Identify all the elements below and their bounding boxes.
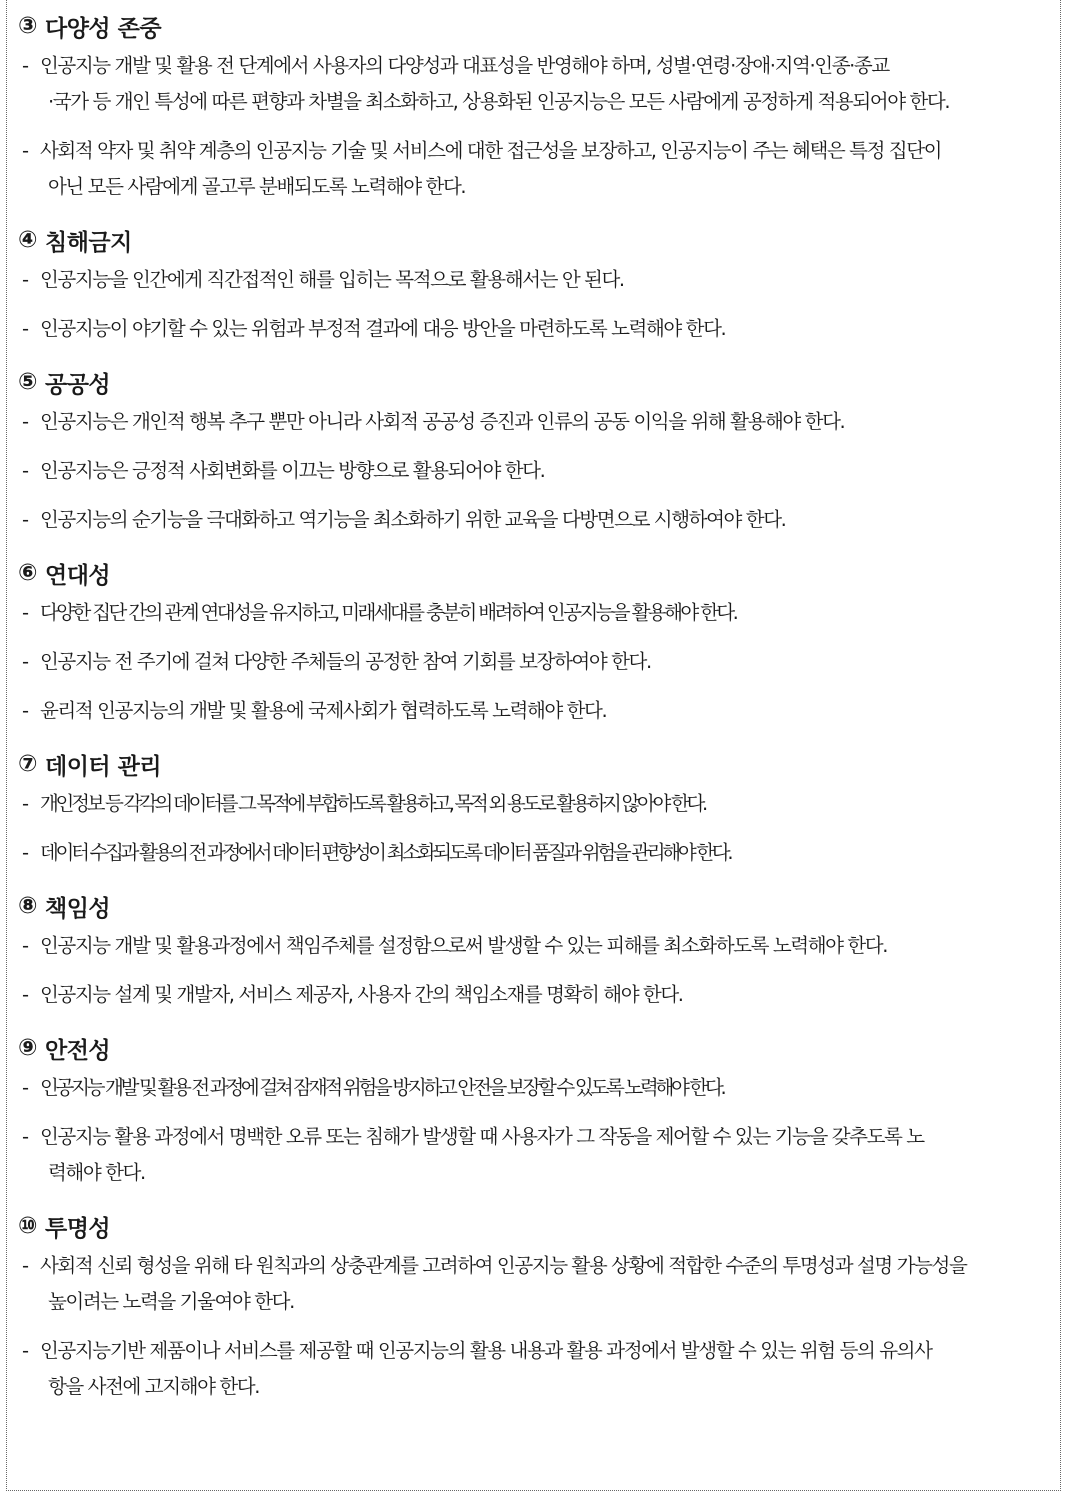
- bullet-dash: -: [22, 268, 28, 291]
- list-item: [18, 262, 1058, 298]
- list-item: [18, 693, 1058, 729]
- bullet-dash: -: [22, 459, 28, 482]
- list-item: [18, 1248, 1058, 1320]
- section-number: ⑨: [18, 1035, 37, 1061]
- item-text-line2: 항을 사전에 고지해야 한다.: [48, 1375, 260, 1398]
- section-no-harm: [18, 218, 1058, 347]
- section-title: 책임성: [44, 895, 111, 922]
- section-safety: [18, 1026, 1058, 1191]
- bullet-dash: -: [22, 699, 28, 722]
- section-number: ⑦: [18, 751, 37, 777]
- section-transparency: [18, 1204, 1058, 1405]
- bullet-dash: -: [22, 1076, 26, 1099]
- list-item: [18, 404, 1058, 440]
- bullet-dash: -: [22, 601, 27, 624]
- item-text-line2: 높이려는 노력을 기울여야 한다.: [48, 1290, 294, 1313]
- item-text-line1: 윤리적 인공지능의 개발 및 활용에 국제사회가 협력하도록 노력해야 한다.: [40, 699, 607, 722]
- section-heading: [18, 551, 1058, 595]
- bullet-dash: -: [22, 410, 28, 433]
- section-number: ⑥: [18, 560, 37, 586]
- item-text-line1: 인공지능이 야기할 수 있는 위험과 부정적 결과에 대응 방안을 마련하도록 노력해야 한다.: [40, 317, 726, 340]
- bullet-dash: -: [22, 841, 26, 864]
- list-item: [18, 1119, 1058, 1191]
- list-item: [18, 311, 1058, 347]
- bullet-dash: -: [22, 934, 28, 957]
- section-heading: [18, 1204, 1058, 1248]
- list-item: [18, 1333, 1058, 1405]
- section-heading: [18, 4, 1058, 48]
- list-item: [18, 977, 1058, 1013]
- section-heading: [18, 360, 1058, 404]
- item-text-line1: 인공지능의 순기능을 극대화하고 역기능을 최소화하기 위한 교육을 다방면으로 시행하여야 한다.: [40, 508, 786, 531]
- list-item: [18, 786, 1058, 822]
- list-item: [18, 928, 1058, 964]
- section-heading: [18, 1026, 1058, 1070]
- section-title: 다양성 존중: [44, 15, 162, 42]
- bullet-dash: -: [22, 1339, 28, 1362]
- bullet-dash: -: [22, 650, 28, 673]
- item-text-line1: 인공지능을 인간에게 직간접적인 해를 입히는 목적으로 활용해서는 안 된다.: [40, 268, 624, 291]
- document-body: [18, 0, 1058, 1418]
- bullet-dash: -: [22, 54, 28, 77]
- item-text-line2: 아닌 모든 사람에게 골고루 분배되도록 노력해야 한다.: [48, 175, 466, 198]
- list-item: [18, 595, 1058, 631]
- item-text-line1: 인공지능은 긍정적 사회변화를 이끄는 방향으로 활용되어야 한다.: [40, 459, 545, 482]
- section-number: ⑧: [18, 893, 37, 919]
- section-number: ④: [18, 227, 37, 253]
- bullet-dash: -: [22, 1254, 28, 1277]
- section-diversity: [18, 4, 1058, 205]
- bullet-dash: -: [22, 792, 26, 815]
- section-public-interest: [18, 360, 1058, 538]
- section-title: 공공성: [44, 371, 111, 398]
- section-number: ③: [18, 13, 37, 39]
- item-text-line1: 인공지능은 개인적 행복 추구 뿐만 아니라 사회적 공공성 증진과 인류의 공동 이익을 위해 활용해야 한다.: [40, 410, 845, 433]
- section-title: 안전성: [44, 1037, 111, 1064]
- item-text-line2: 력해야 한다.: [48, 1161, 145, 1184]
- section-number: ⑤: [18, 369, 37, 395]
- list-item: [18, 1070, 1058, 1106]
- list-item: [18, 133, 1058, 205]
- section-title: 연대성: [44, 562, 111, 589]
- item-text-line1: 인공지능 전 주기에 걸쳐 다양한 주체들의 공정한 참여 기회를 보장하여야 한다.: [40, 650, 651, 673]
- bullet-dash: -: [22, 1125, 28, 1148]
- item-text-line1: 인공지능 개발 및 활용 전 과정에 걸쳐 잠재적 위험을 방지하고 안전을 보장할 수 있도록 노력해야 한다.: [40, 1076, 724, 1099]
- item-text-line1: 인공지능 설계 및 개발자, 서비스 제공자, 사용자 간의 책임소재를 명확히 해야 한다.: [40, 983, 683, 1006]
- list-item: [18, 453, 1058, 489]
- section-data-management: [18, 742, 1058, 871]
- section-title: 데이터 관리: [44, 753, 162, 780]
- bullet-dash: -: [22, 508, 28, 531]
- list-item: [18, 502, 1058, 538]
- item-text-line1: 인공지능 개발 및 활용 전 단계에서 사용자의 다양성과 대표성을 반영해야 하며, 성별·연령·장애·지역·인종·종교: [40, 54, 889, 77]
- list-item: [18, 48, 1058, 120]
- item-text-line1: 데이터 수집과 활용의 전 과정에서 데이터 편향성이 최소화되도록 데이터 품질과 위험을 관리해야 한다.: [40, 841, 731, 864]
- section-heading: [18, 218, 1058, 262]
- bullet-dash: -: [22, 317, 28, 340]
- section-number: ⑩: [18, 1213, 37, 1239]
- item-text-line1: 인공지능기반 제품이나 서비스를 제공할 때 인공지능의 활용 내용과 활용 과정에서 발생할 수 있는 위험 등의 유의사: [40, 1339, 932, 1362]
- section-title: 침해금지: [44, 229, 132, 256]
- item-text-line1: 사회적 신뢰 형성을 위해 타 원칙과의 상충관계를 고려하여 인공지능 활용 상황에 적합한 수준의 투명성과 설명 가능성을: [40, 1254, 967, 1277]
- item-text-line2: ·국가 등 개인 특성에 따른 편향과 차별을 최소화하고, 상용화된 인공지능은 모든 사람에게 공정하게 적용되어야 한다.: [48, 90, 950, 113]
- list-item: [18, 644, 1058, 680]
- item-text-line1: 인공지능 활용 과정에서 명백한 오류 또는 침해가 발생할 때 사용자가 그 작동을 제어할 수 있는 기능을 갖추도록 노: [40, 1125, 924, 1148]
- section-accountability: [18, 884, 1058, 1013]
- bullet-dash: -: [22, 139, 28, 162]
- item-text-line1: 다양한 집단 간의 관계 연대성을 유지하고, 미래세대를 충분히 배려하여 인공지능을 활용해야 한다.: [40, 601, 737, 624]
- section-solidarity: [18, 551, 1058, 729]
- bullet-dash: -: [22, 983, 28, 1006]
- item-text-line1: 사회적 약자 및 취약 계층의 인공지능 기술 및 서비스에 대한 접근성을 보장하고, 인공지능이 주는 혜택은 특정 집단이: [40, 139, 942, 162]
- item-text-line1: 개인정보 등 각각의 데이터를 그 목적에 부합하도록 활용하고, 목적 외 용도로 활용하지 않아야 한다.: [40, 792, 705, 815]
- list-item: [18, 835, 1058, 871]
- item-text-line1: 인공지능 개발 및 활용과정에서 책임주체를 설정함으로써 발생할 수 있는 피해를 최소화하도록 노력해야 한다.: [40, 934, 888, 957]
- section-title: 투명성: [44, 1215, 111, 1242]
- section-heading: [18, 742, 1058, 786]
- section-heading: [18, 884, 1058, 928]
